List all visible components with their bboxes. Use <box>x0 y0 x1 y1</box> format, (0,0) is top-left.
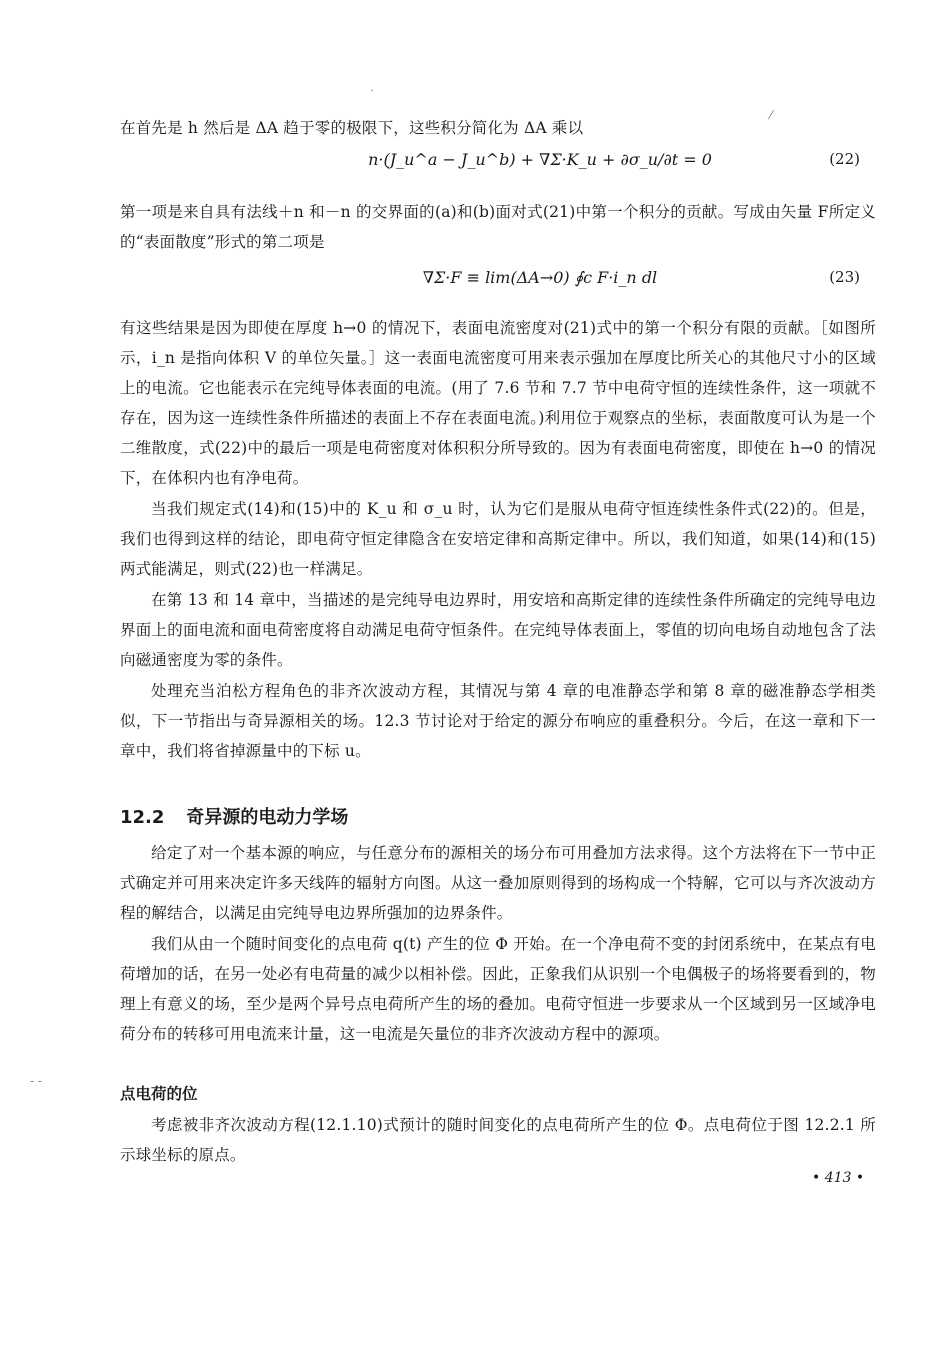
paragraph-7: 我们从由一个随时间变化的点电荷 q(t) 产生的位 Φ 开始。在一个净电荷不变的封闭系统中，在某点有电荷增加的话，在另一处必有电荷量的减少以相补偿。因此，正象我们从识别一个电偶极子的场将要看到的，物理上有意义的场，至少是两个异号点电荷所产生的场的叠加。电荷守恒进一步要求从一个区域到另一区域净电荷分布的转移可用电流来计量，这一电流是矢量位的非齐次波动方程中的源项。 <box>120 935 876 1043</box>
section-number: 12.2 <box>120 807 165 828</box>
paragraph-5: 处理充当泊松方程角色的非齐次波动方程，其情况与第 4 章的电准静态学和第 8 章的磁准静态学相类似，下一节指出与奇异源相关的场。12.3 节讨论对于给定的源分布响应的重叠积分。今后，在这一章和下一章中，我们将省掉源量中的下标 u。 <box>120 682 876 760</box>
lead-line: 在首先是 h 然后是 ΔA 趋于零的极限下，这些积分简化为 ΔA 乘以 <box>120 119 584 137</box>
page-number: • 413 • <box>812 1170 865 1186</box>
paragraph-1: 第一项是来自具有法线＋n 和－n 的交界面的(a)和(b)面对式(21)中第一个积分的贡献。写成由矢量 F所定义的“表面散度”形式的第二项是 <box>120 203 876 251</box>
paragraph-8: 考虑被非齐次波动方程(12.1.10)式预计的随时间变化的点电荷所产生的位 Φ。点电荷位于图 12.2.1 所示球坐标的原点。 <box>120 1116 876 1164</box>
scan-speck: ˎ <box>370 78 374 92</box>
paragraph-2: 有这些结果是因为即使在厚度 h→0 的情况下，表面电流密度对(21)式中的第一个积分有限的贡献。［如图所示，i_n 是指向体积 V 的单位矢量。］这一表面电流密度可用来表示强加在厚度比所关心的其他尺寸小的区域上的电流。它也能表示在完纯导体表面的电流。(用了 7.6 节和 7.7 节中电荷守恒的连续性条件，这一项就不存在，因为这一连续性条件所描述的表面上不存在表面电流。)利用位于观察点的坐标，表面散度可认为是一个二维散度，式(22)中的最后一项是电荷密度对体积积分所导致的。因为有表面电荷密度，即使在 h→0 的情况下，在体积内也有净电荷。 <box>120 319 876 487</box>
equation-23: ∇Σ·F ≡ lim(ΔA→0) ∮c F·i_n dl <box>422 268 658 287</box>
scan-speck: ⁄ <box>770 108 773 122</box>
equation-22: n·(J_u^a − J_u^b) + ∇Σ·K_u + ∂σ_u/∂t = 0 <box>368 150 712 169</box>
equation-23-number: (23) <box>829 268 860 286</box>
scan-speck: ‐ ‐ <box>30 1074 42 1088</box>
section-heading <box>120 803 348 829</box>
equation-22-number: (22) <box>829 150 860 168</box>
subsection-heading: 点电荷的位 <box>120 1084 198 1103</box>
paragraph-4: 在第 13 和 14 章中，当描述的是完纯导电边界时，用安培和高斯定律的连续性条件所确定的完纯导电边界面上的面电流和面电荷密度将自动满足电荷守恒条件。在完纯导体表面上，零值的切向电场自动地包含了法向磁通密度为零的条件。 <box>120 591 876 669</box>
paragraph-6: 给定了对一个基本源的响应，与任意分布的源相关的场分布可用叠加方法求得。这个方法将在下一节中正式确定并可用来决定许多天线阵的辐射方向图。从这一叠加原则得到的场构成一个特解，它可以与齐次波动方程的解结合，以满足由完纯导电边界所强加的边界条件。 <box>120 844 876 922</box>
section-title: 奇异源的电动力学场 <box>186 807 349 828</box>
paragraph-3: 当我们规定式(14)和(15)中的 K_u 和 σ_u 时，认为它们是服从电荷守恒连续性条件式(22)的。但是，我们也得到这样的结论，即电荷守恒定律隐含在安培定律和高斯定律中。所以，我们知道，如果(14)和(15)两式能满足，则式(22)也一样满足。 <box>120 500 876 578</box>
